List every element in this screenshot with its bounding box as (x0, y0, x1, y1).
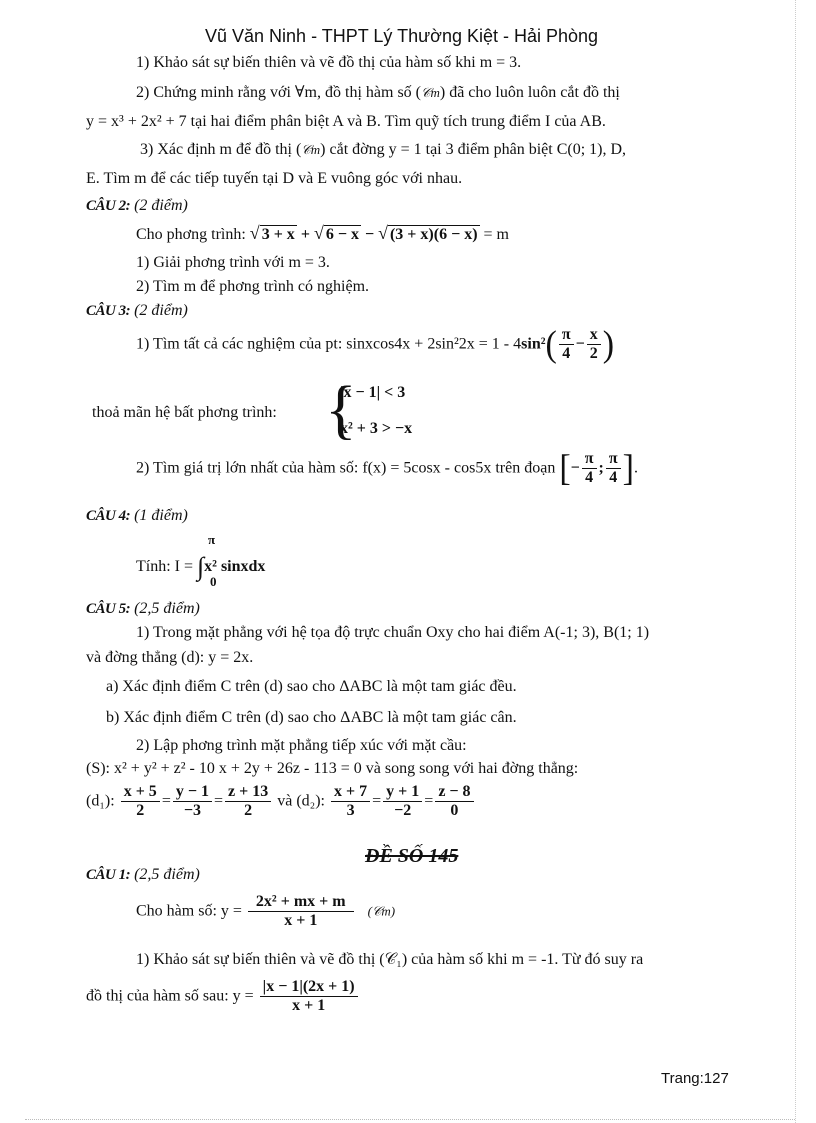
q5-part1-a: a) Xác định điểm C trên (d) sao cho ΔABC là một tam giác đều. (106, 678, 517, 695)
q5-d2-frac-z: $\frac{z - 8}{0}$ (435, 783, 473, 821)
system-brace: { (325, 373, 357, 446)
q3-part2-text: 2) Tìm giá trị lớn nhất của hàm số: f(x) = 5cosx - cos5x trên đoạn (136, 459, 556, 477)
q3-inequality-1: |x − 1| < 3 (340, 384, 406, 401)
q5-part1-line1: 1) Trong mặt phẳng với hệ tọa độ trực chuẩn Oxy cho hai điểm A(-1; 3), B(1; 1) (136, 624, 650, 641)
q5-lines: (d₁): $\frac{x + 5}{2}$ = $\frac{y - 1}{-3}$ = $\frac{z + 13}{2}$ và (d₂): $\frac{x + 7}{3}$ = $\frac{y + 1}{-2}$ = $\frac{z - 8}{0}$ (86, 783, 476, 821)
right-dotted-rule (795, 0, 796, 1123)
q2-radical-1: 3 + x (261, 226, 295, 243)
q5-d1-frac-y: $\frac{y - 1}{-3}$ (173, 783, 212, 821)
q5-d1-frac-x: $\frac{x + 5}{2}$ (121, 783, 160, 821)
page-number: Trang:127 (661, 1070, 729, 1087)
q3-interval-start: $\frac{\pi}{4}$ (582, 450, 597, 488)
q1-part2-text-a: 2) Chứng minh rằng với ∀m, đồ thị hàm số ( (136, 84, 421, 101)
q4-tinh: Tính: I = (136, 557, 194, 575)
q3-label: CÂU 3: (86, 303, 131, 319)
q3-system-intro: thoả mãn hệ bất phơng trình: (92, 404, 277, 421)
de145-function (136, 893, 395, 931)
q4-lower-limit: 0 (210, 574, 217, 589)
q5-part2-line1: 2) Lập phơng trình mặt phẳng tiếp xúc với mặt cầu: (136, 737, 467, 754)
de145-part1-text: đồ thị của hàm số sau: y = (86, 987, 254, 1005)
q4-label: CÂU 4: (86, 508, 131, 524)
q1-part3-text-a: 3) Xác định m để đồ thị ( (140, 141, 302, 158)
q1-part3-line1 (140, 141, 626, 159)
q3-heading (86, 302, 188, 320)
de145-frac: $\frac{\text{2x² + mx + m}}{x + 1}$ (248, 893, 354, 931)
q5-part2-line2: (S): x² + y² + z² - 10 x + 2y + 26z - 113 = 0 và song song với hai đờng thẳng: (86, 760, 579, 777)
q5-d2-label: và (d₂): (277, 792, 325, 810)
integral-sign: ∫ (197, 552, 205, 581)
q2-part2: 2) Tìm m để phơng trình có nghiệm. (136, 278, 370, 295)
q5-part1-line2: và đờng thẳng (d): y = 2x. (86, 649, 254, 666)
q5-label: CÂU 5: (86, 601, 131, 617)
de145-part1-line2 (86, 978, 360, 1016)
q3-frac-x-2: $\frac{x}{2}$ (587, 326, 601, 364)
q5-heading (86, 600, 200, 618)
q3-part1-text: 1) Tìm tất cả các nghiệm của pt: sinxcos4x + 2sin²2x = 1 - 4 (136, 335, 522, 353)
page-header: Vũ Văn Ninh - THPT Lý Thường Kiệt - Hải Phòng (205, 26, 599, 46)
q2-radical-3: (3 + x)(6 − x) (389, 226, 478, 243)
de145-q1-points: (2,5 điểm) (134, 866, 200, 883)
q2-part1: 1) Giải phơng trình với m = 3. (136, 254, 330, 271)
q5-d2-frac-y: $\frac{y + 1}{-2}$ (383, 783, 422, 821)
de145-q1-heading (86, 866, 200, 884)
q1-part2-cm: 𝒞m (421, 85, 440, 100)
q1-part3-text-b: ) cắt đờng y = 1 tại 3 điểm phân biệt C(0; 1), D, (320, 141, 627, 158)
q2-radical-2: 6 − x (325, 226, 359, 243)
q2-equals-m: = m (483, 226, 509, 243)
q1-part3-cm: 𝒞m (301, 142, 321, 157)
q5-d1-label: (d₁): (86, 792, 115, 810)
q1-part3-line2: E. Tìm m để các tiếp tuyến tại D và E vuông góc với nhau. (86, 170, 463, 187)
q5-d1-frac-z: $\frac{z + 13}{2}$ (225, 783, 271, 821)
de145-q1-label: CÂU 1: (86, 867, 131, 883)
q5-part1-b: b) Xác định điểm C trên (d) sao cho ΔABC là một tam giác cân. (106, 709, 517, 726)
de145-cm: (𝒞m) (367, 903, 396, 919)
de145-abs-frac: $\frac{|x - 1|(2x + 1)}{x + 1}$ (260, 978, 358, 1016)
q1-part2-text-b: ) đã cho luôn luôn cắt đồ thị (439, 84, 620, 101)
q5-points: (2,5 điểm) (134, 600, 200, 617)
q4-heading (86, 507, 188, 525)
q5-d2-frac-x: $\frac{x + 7}{3}$ (331, 783, 370, 821)
q2-label: CÂU 2: (86, 198, 131, 214)
q3-points: (2 điểm) (134, 302, 188, 319)
q4-points: (1 điểm) (134, 507, 188, 524)
q1-part1: 1) Khảo sát sự biến thiên và vẽ đồ thị của hàm số khi m = 3. (136, 54, 522, 71)
q3-frac-pi-4: $\frac{\pi}{4}$ (559, 326, 574, 364)
q1-part2-line2: y = x³ + 2x² + 7 tại hai điểm phân biệt A và B. Tìm quỹ tích trung điểm I của AB. (86, 113, 606, 130)
q1-part2-line1 (136, 84, 620, 102)
q2-intro: Cho phơng trình: (136, 226, 246, 243)
exam-title: ĐỀ SỐ 145 (365, 845, 459, 867)
q4-upper-limit: π (208, 532, 216, 547)
q3-sin-squared: sin² (521, 335, 546, 353)
bottom-dotted-rule (25, 1119, 795, 1120)
q2-points: (2 điểm) (134, 197, 188, 214)
q3-part2: 2) Tìm giá trị lớn nhất của hàm số: f(x) = 5cosx - cos5x trên đoạn [− $\frac{\pi}{4}$ ; $\frac{\pi}{4}$ ]. (136, 448, 638, 490)
q3-inequality-2: x² + 3 > −x (340, 420, 413, 437)
q2-equation: Cho phơng trình: √ 3 + x + √ 6 − x − √ (3 + x)(6 − x) = m (136, 223, 509, 243)
q4-integrand: x² sinxdx (204, 557, 266, 575)
q2-heading (86, 197, 188, 215)
q3-part1: 1) Tìm tất cả các nghiệm của pt: sinxcos4x + 2sin²2x = 1 - 4sin²( $\frac{\pi}{4}$ − $\frac{x}{2}$ ) (136, 324, 615, 366)
de145-intro: Cho hàm số: y = (136, 902, 242, 920)
q3-interval-end: $\frac{\pi}{4}$ (606, 450, 621, 488)
q4-integral (136, 553, 265, 582)
de145-part1-line1: 1) Khảo sát sự biến thiên và vẽ đồ thị (𝒞₁) của hàm số khi m = -1. Từ đó suy ra (136, 951, 644, 968)
